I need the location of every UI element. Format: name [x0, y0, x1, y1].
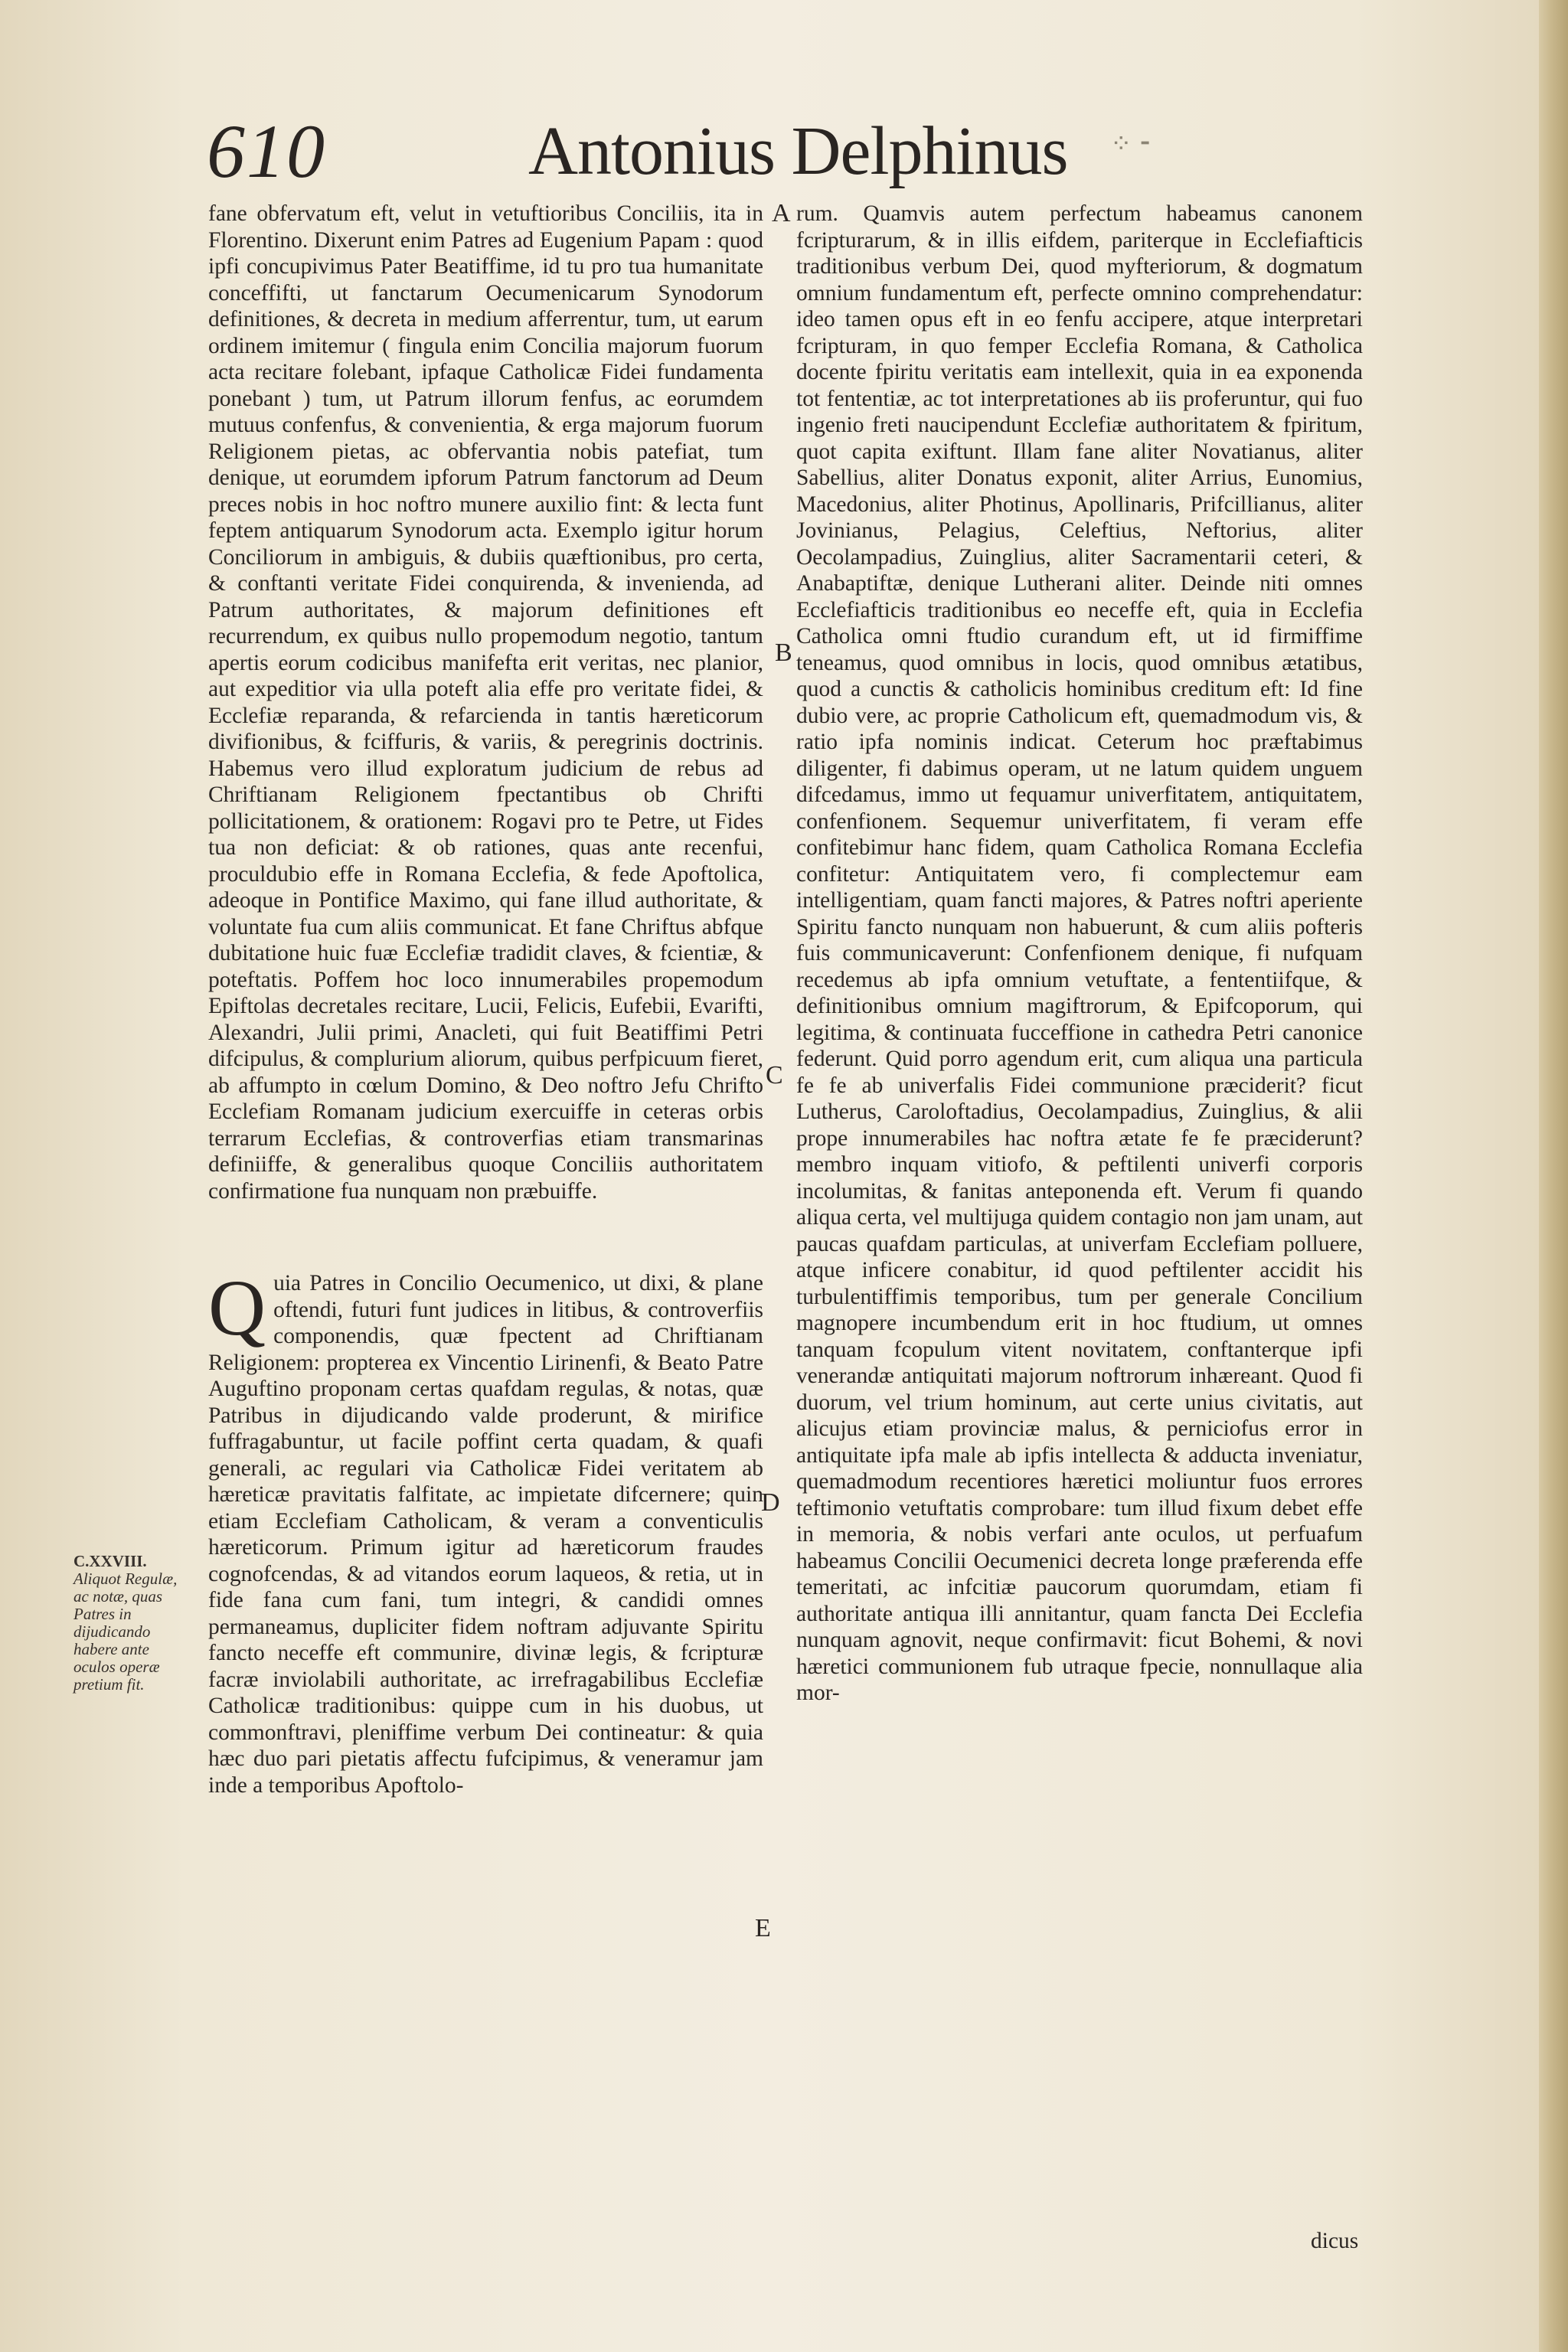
- margin-letter-a: A: [772, 199, 791, 227]
- left-column: [208, 201, 763, 1798]
- drop-cap-letter: Q: [208, 1264, 266, 1352]
- catchword: dicus: [1311, 2229, 1359, 2253]
- page-corner-mark: ⁘ ⁃: [1110, 130, 1152, 158]
- sidenote-number: C.XXVIII.: [74, 1552, 147, 1570]
- page-edge: [1539, 0, 1568, 2352]
- left-paragraph-1: fane obfervatum eft, velut in vetuftioribus Conciliis, ita in Florentino. Dixerunt enim Patres ad Eugenium Papam : quod ipfi concupivimus Pater Beatiffime, id tu pro tua humanitate conceffifti, ut fanctarum Oecumenicarum Synodorum definitiones, & decreta in medium afferrentur, tum, ut earum ordinem imitemur ( fingula enim Concilia majorum fuorum acta recitare folebant, ipfaque Catholicæ Fidei fundamenta ponebant ) tum, ut Patrum illorum fenfus, ac eorumdem mutuus confenfus, & convenientia, & erga majorum fuorum Religionem pietas, ac obfervantia nobis patefiat, tum denique, ut eorumdem ipforum Patrum fanctorum ad Deum preces nobis in hoc noftro munere auxilio fint: & lecta funt feptem antiquarum Synodorum acta. Exemplo igitur horum Conciliorum in ambiguis, & dubiis quæftionibus, pro certa, & conftanti veritate Fidei conquirenda, & invenienda, ad Patrum authoritates, & majorum definitiones eft recurrendum, ex quibus nullo propemodum negotio, tantum apertis eorum codicibus manifefta erit veritas, nec planior, aut expeditior via ulla poteft alia effe pro veritate fidei, & Ecclefiæ reparanda, & refarcienda in tantis hæreticorum divifionibus, & fciffuris, & variis, & peregrinis doctrinis. Habemus vero illud exploratum judicium de rebus ad Chriftianam Religionem fpectantibus ob Chrifti pollicitationem, & orationem: Rogavi pro te Petre, ut Fides tua non deficiat: & ob rationes, quas ante recenfui, proculdubio effe in Romana Ecclefia, & fede Apoftolica, adeoque in Pontifice Maximo, qui fane illud authoritate, & voluntate fua cum aliis communicat. Et fane Chriftus abfque dubitatione huic fuæ Ecclefiæ tradidit claves, & fcientiæ, & poteftatis. Poffem hoc loco innumerabiles propemodum Epiftolas decretales recitare, Lucii, Felicis, Eufebii, Evarifti, Alexandri, Julii primi, Anacleti, qui fuit Beatiffimi Petri difcipulus, & complurium aliorum, quibus perfpicuum fieret, ab affumpto in cœlum Domino, & Deo noftro Jefu Chrifto Ecclefiam Romanam judicium exercuiffe in ceteras orbis terrarum Ecclefias, & controverfias etiam transmarinas definiiffe, & generalibus quoque Conciliis authoritatem confirmatione fua nunquam non præbuiffe.: [208, 201, 763, 1204]
- margin-letter-d: D: [761, 1488, 780, 1517]
- right-column: [796, 201, 1363, 1707]
- running-title: Antonius Delphinus: [528, 113, 1068, 189]
- left-paragraph-2-text: uia Patres in Concilio Oecumenico, ut dixi, & plane oftendi, futuri funt judices in litibus, & controverfiis componendis, quæ fpectent ad Chriftianam Religionem: propterea ex Vincentio Lirinenfi, & Beato Patre Auguftino proponam certas quafdam regulas, & notas, quæ Patribus in dijudicando valde proderunt, & mirifice fuffragabuntur, ut facile poffint certa quadam, & quafi generali, ac regulari via Catholicæ Fidei veritatem ab hæreticæ pravitatis falfitate, ac impietate difcernere; quin etiam Ecclefiam Catholicam, & veram a conventiculis hæreticorum. Primum igitur ad hæreticorum fraudes cognofcendas, & ad vitandos eorum laqueos, & retia, ut in fide fana cum fani, tum integri, & candidi omnes permaneamus, dupliciter fidem noftram adjuvante Spiritu fancto neceffe eft communire, divinæ legis, & fcripturæ facræ inviolabili authoritate, ac irrefragabilibus Ecclefiæ Catholicæ traditionibus: quippe cum in his duobus, ut commonftravi, pleniffime verbum Dei contineatur: & quia hæc duo pari pietatis affectu fufcipimus, & veneramur jam inde a temporibus Apoftolo-: [208, 1271, 763, 1798]
- margin-letter-e: E: [755, 1914, 771, 1942]
- section-gap: [208, 1204, 763, 1270]
- margin-letter-b: B: [775, 639, 792, 667]
- marginal-sidenote: [74, 1553, 188, 1694]
- margin-letter-c: C: [766, 1061, 783, 1089]
- left-paragraph-2: [208, 1264, 763, 1798]
- sidenote-text: Aliquot Regulæ, ac notæ, quas Patres in dijudicando habere ante oculos operæ pretium fit.: [74, 1570, 178, 1694]
- right-paragraph: rum. Quamvis autem perfectum habeamus canonem fcripturarum, & in illis eifdem, pariterque in Ecclefiafticis traditionibus verbum Dei, quod myfteriorum, & dogmatum omnium fundamentum eft, perfecte omnino comprehendatur: ideo tamen opus eft in eo fenfu accipere, atque interpretari fcripturam, in quo femper Ecclefia Romana, & Catholica docente fpiritu veritatis eam intellexit, quia in ea exponenda tot fententiæ, ac tot interpretationes ab iis proferuntur, qui fuo ingenio freti naucipendunt Ecclefiæ authoritatem & fpiritum, quot capita exiftunt. Illam fane aliter Novatianus, aliter Sabellius, aliter Donatus exponit, aliter Arrius, Eunomius, Macedonius, aliter Photinus, Apollinaris, Prifcillianus, aliter Jovinianus, Pelagius, Celeftius, Neftorius, aliter Oecolampadius, Zuinglius, aliter Sacramentarii ceteri, & Anabaptiftæ, denique Lutherani aliter. Deinde niti omnes Ecclefiafticis traditionibus eo neceffe eft, quia in Ecclefia Catholica omni ftudio curandum eft, ut id firmiffime teneamus, quod omnibus in locis, quod omnibus ætatibus, quod a cunctis & catholicis hominibus creditum eft: Id fine dubio vere, ac proprie Catholicum eft, quemadmodum vis, & ratio ipfa nominis indicat. Ceterum hoc præftabimus diligenter, fi dabimus operam, ut ne latum quidem unguem difcedamus, immo ut fequamur univerfitatem, antiquitatem, confenfionem. Sequemur univerfitatem, fi veram effe confitebimur hanc fidem, quam Catholica Romana Ecclefia confitetur: Antiquitatem vero, fi complectemur eam intelligentiam, quam fancti majores, & Patres noftri aperiente Spiritu fancto nunquam non habuerunt, & cum aliis pofteris fuis communicaverunt: Confenfionem denique, fi nufquam recedemus ab ipfa omnium vetuftate, a fententiifque, & definitionibus omnium magiftrorum, & Epifcoporum, qui legitima, & continuata fucceffione in cathedra Petri canonice federunt. Quid porro agendum erit, cum aliqua una particula fe fe ab univerfalis Fidei communione præciderit? ficut Lutherus, Caroloftadius, Oecolampadius, Zuinglius, & alii prope innumerabiles hac noftra ætate fe fe præciderunt? membro inquam vitiofo, & peftilenti univerfi corporis incolumitas, & fanitas anteponenda eft. Verum fi quando aliqua certa, vel multijuga quidem contagio non jam unam, aut paucas quafdam particulas, at univerfam Ecclefiam polluere, atque inficere conabitur, id quod peftilenter accidit his turbulentiffimis temporibus, tum per generale Concilium magnopere incumbendum erit in hoc ftudium, ut omnes tanquam fcopulum vitent novitatem, conftanterque ipfi venerandæ antiquitati majorum noftrorum inhæreant. Quod fi duorum, vel trium hominum, aut certe unius civitatis, aut alicujus etiam provinciæ malus, & perniciofus error in antiquitate ipfa male ab ipfis intellecta & adducta inveniatur, quemadmodum recentiores hæretici moliuntur fuos errores teftimonio vetuftatis comprobare: tum illud fixum debet effe in memoria, & nobis verfari ante oculos, ut perfuafum habeamus Concilii Oecumenici decreta longe præferenda effe temeritati, ac infcitiæ paucorum quorumdam, etiam fi authoritate antiqua illi annitantur, quam fancta Dei Ecclefia nunquam agnovit, neque confirmavit: ficut Bohemi, & novi hæretici communionem fub utraque fpecie, nonnullaque alia mor-: [796, 201, 1363, 1705]
- page-number: 610: [207, 109, 326, 194]
